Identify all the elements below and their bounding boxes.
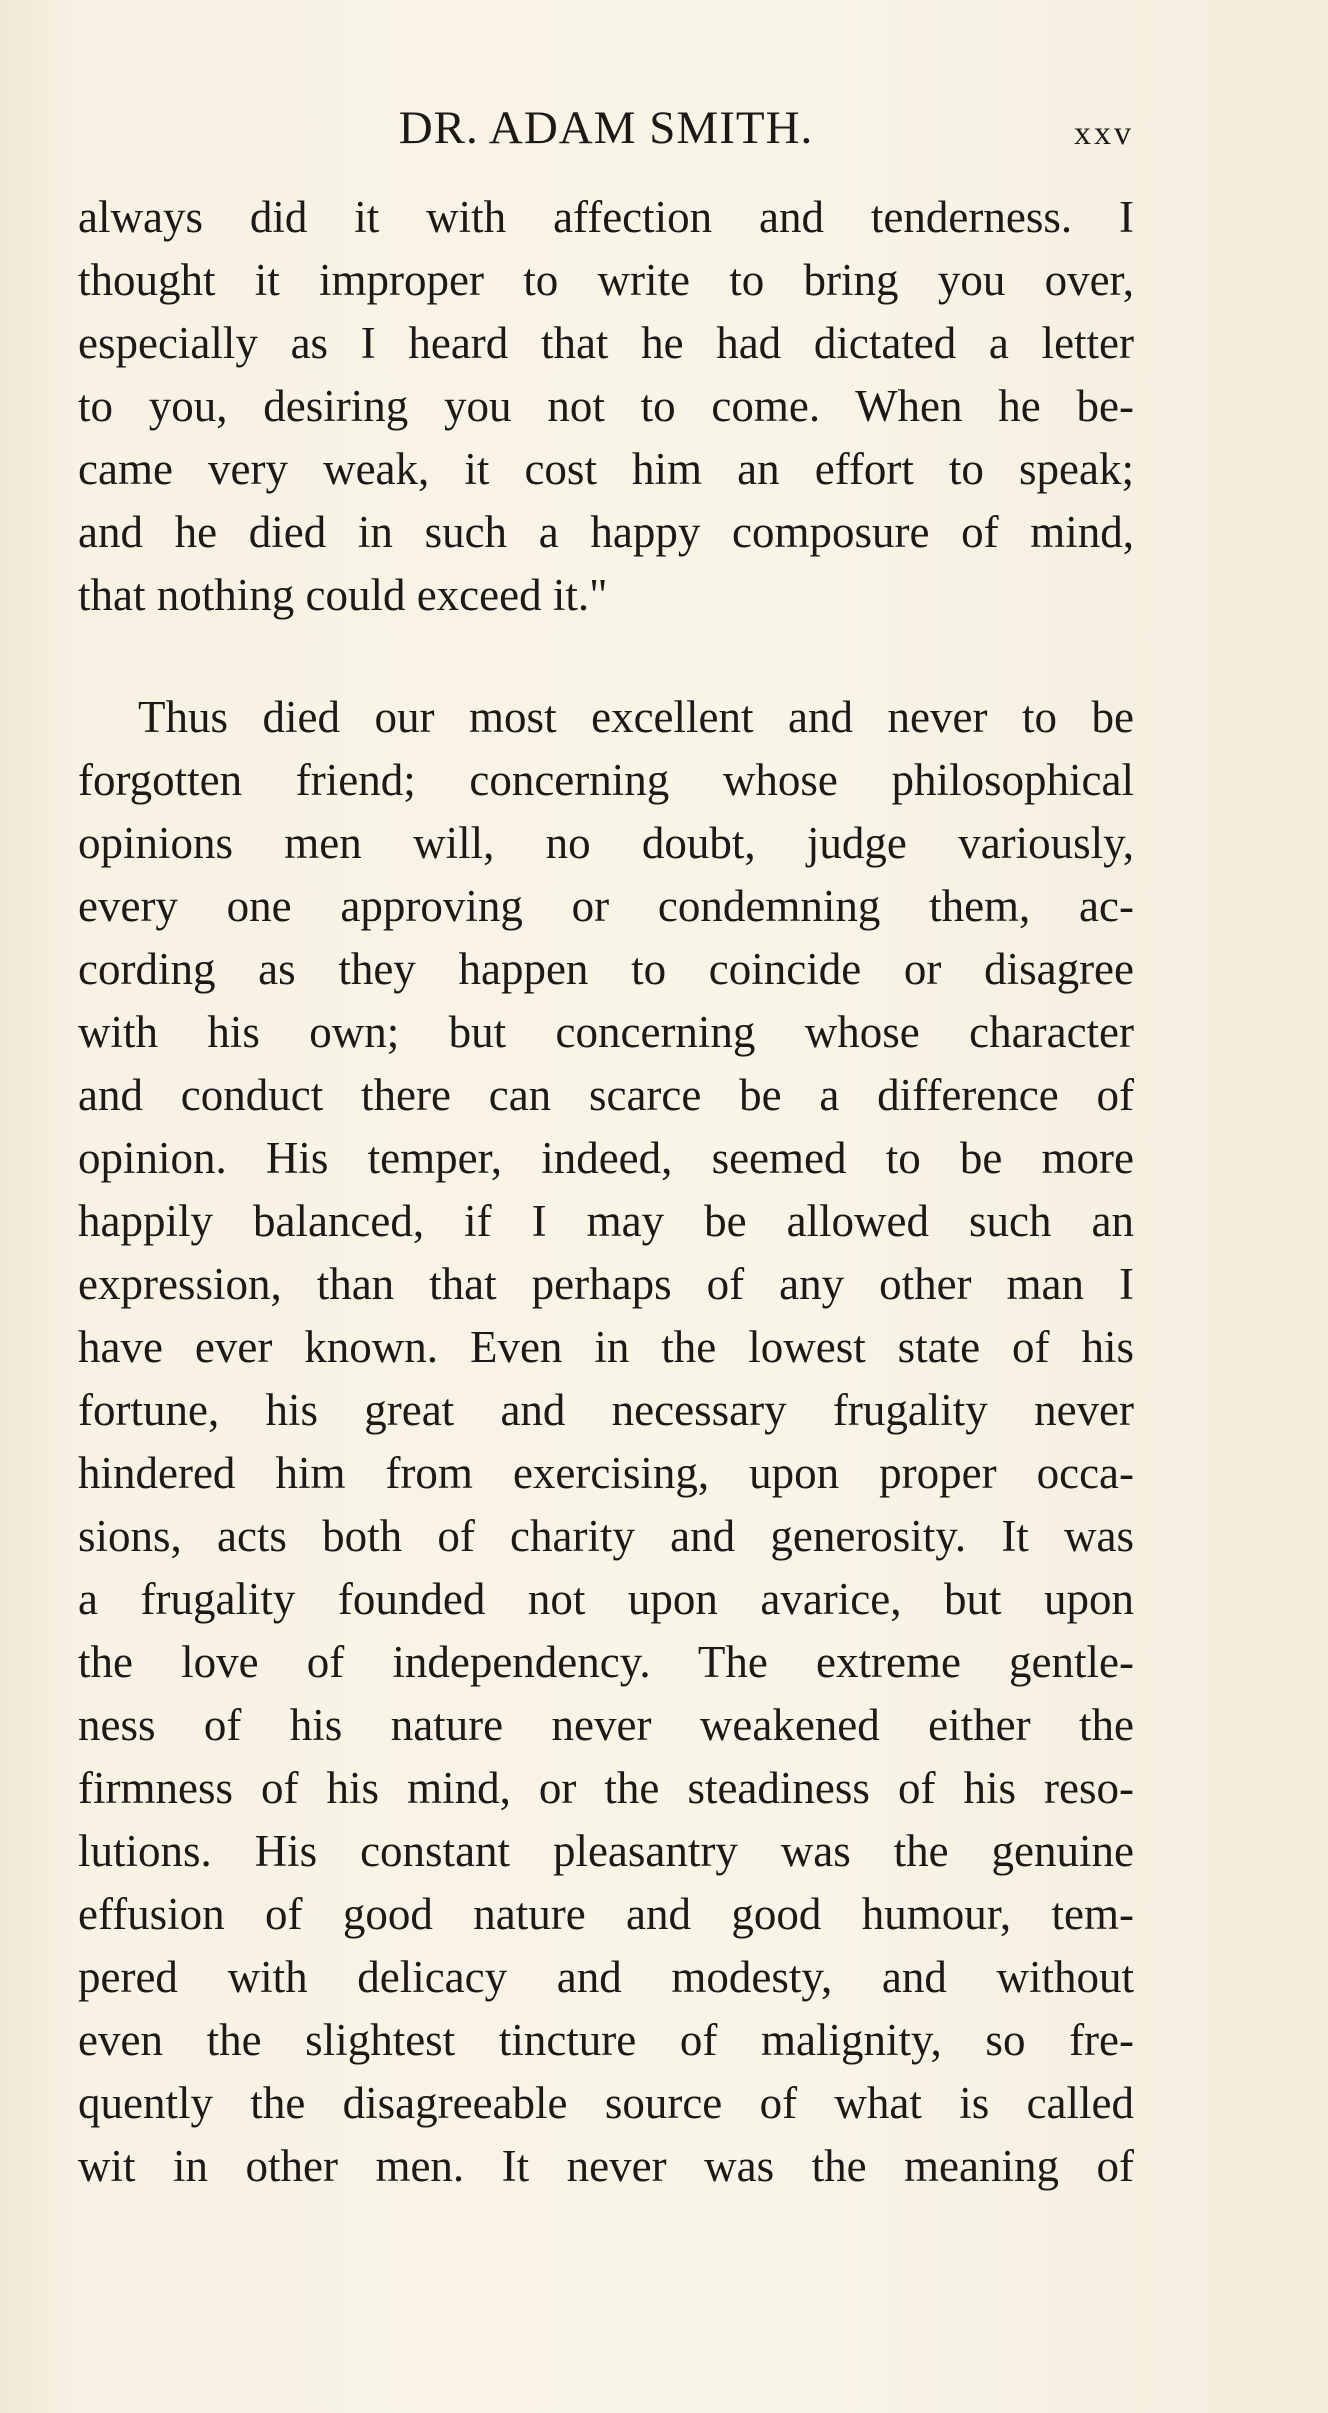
paragraph-2 (78, 686, 1134, 2198)
text-line: wit in other men. It never was the meaning of (78, 2141, 1134, 2191)
text-line: firmness of his mind, or the steadiness of his reso- (78, 1763, 1134, 1813)
text-line: especially as I heard that he had dictated a letter (78, 318, 1134, 368)
text-line: quently the disagreeable source of what is called (78, 2078, 1134, 2128)
text-line: lutions. His constant pleasantry was the genuine (78, 1826, 1134, 1876)
text-line: ness of his nature never weakened either the (78, 1700, 1134, 1750)
text-line: a frugality founded not upon avarice, but upon (78, 1574, 1134, 1624)
text-line: opinion. His temper, indeed, seemed to be more (78, 1133, 1134, 1183)
text-line: have ever known. Even in the lowest state of his (78, 1322, 1134, 1372)
text-line: and conduct there can scarce be a difference of (78, 1070, 1134, 1120)
text-line: that nothing could exceed it." (78, 570, 608, 620)
text-line: every one approving or condemning them, ac- (78, 881, 1134, 931)
text-line: happily balanced, if I may be allowed such an (78, 1196, 1134, 1246)
text-line: sions, acts both of charity and generosity. It was (78, 1511, 1134, 1561)
text-line: opinions men will, no doubt, judge variously, (78, 818, 1134, 868)
text-line: always did it with affection and tenderness. I (78, 192, 1134, 242)
text-line: and he died in such a happy composure of mind, (78, 507, 1134, 557)
text-line: thought it improper to write to bring you over, (78, 255, 1134, 305)
running-title: DR. ADAM SMITH. (398, 102, 814, 154)
text-line: fortune, his great and necessary frugality never (78, 1385, 1134, 1435)
text-line: hindered him from exercising, upon proper occa- (78, 1448, 1134, 1498)
text-line: effusion of good nature and good humour, tem- (78, 1889, 1134, 1939)
text-line: expression, than that perhaps of any other man I (78, 1259, 1134, 1309)
text-line: with his own; but concerning whose character (78, 1007, 1134, 1057)
paragraph-1 (78, 186, 1134, 627)
text-line: even the slightest tincture of malignity, so fre- (78, 2015, 1134, 2065)
text-line: Thus died our most excellent and never to be (138, 692, 1134, 742)
text-line: to you, desiring you not to come. When he be- (78, 381, 1134, 431)
text-line: forgotten friend; concerning whose philosophical (78, 755, 1134, 805)
text-line: the love of independency. The extreme gentle- (78, 1637, 1134, 1687)
text-line: cording as they happen to coincide or disagree (78, 944, 1134, 994)
text-line: pered with delicacy and modesty, and without (78, 1952, 1134, 2002)
running-head (78, 98, 1134, 158)
text-line: came very weak, it cost him an effort to speak; (78, 444, 1134, 494)
page-number: xxv (1074, 115, 1134, 152)
